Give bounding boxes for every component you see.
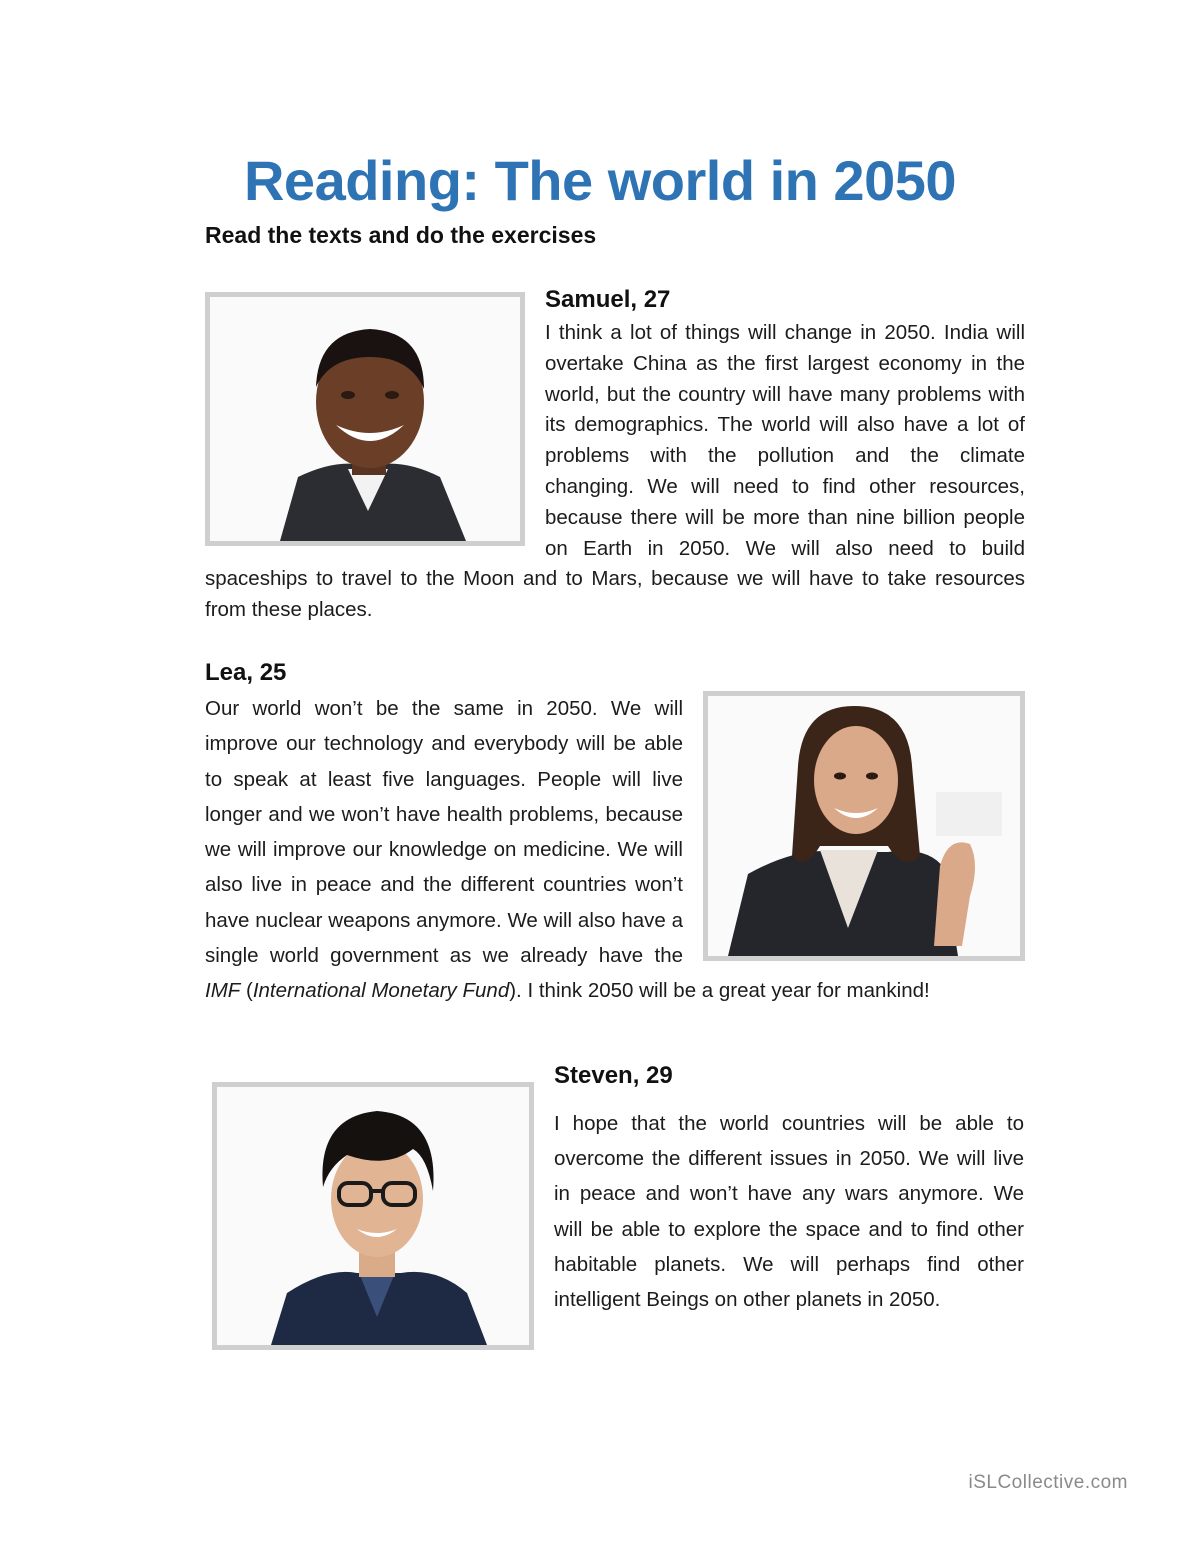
steven-name: Steven, 29 bbox=[554, 1062, 673, 1089]
page-title: Reading: The world in 2050 bbox=[243, 149, 957, 212]
lea-paren-open: ( bbox=[240, 979, 253, 1003]
lea-photo bbox=[703, 691, 1025, 961]
samuel-section bbox=[205, 282, 1025, 626]
lea-section bbox=[205, 655, 1025, 1009]
lea-text-end: ). I think 2050 will be a great year for mankind! bbox=[509, 979, 930, 1003]
steven-portrait-icon bbox=[217, 1087, 529, 1345]
samuel-name: Samuel, 27 bbox=[545, 286, 671, 313]
imf-abbreviation: IMF bbox=[205, 979, 241, 1003]
lea-name: Lea, 25 bbox=[205, 659, 287, 686]
samuel-text: I think a lot of things will change in 2050. India will overtake China as the first largest economy in the world, but the country will have many problems with its demographics. The world will also have a lot of problems with the pollution and the climate changing. We will need to find other resources, because there will be more than nine billion people on Earth in 2050. We will also need to build spaceships to travel to the Moon and to Mars, because we will have to take resources from these places. bbox=[205, 321, 1025, 622]
steven-text: I hope that the world countries will be able to overcome the different issues in 2050. We will live in peace and won’t have any wars anymore. We will be able to explore the space and to find other habitable planets. We will perhaps find other intelligent Beings on other planets in 2050. bbox=[554, 1112, 1024, 1312]
steven-photo bbox=[212, 1082, 534, 1350]
imf-full-name: International Monetary Fund bbox=[252, 979, 510, 1003]
samuel-photo bbox=[205, 292, 525, 546]
samuel-portrait-icon bbox=[210, 297, 520, 541]
instructions: Read the texts and do the exercises bbox=[205, 222, 597, 248]
watermark: iSLCollective.com bbox=[968, 1472, 1128, 1493]
steven-section bbox=[212, 1058, 1024, 1350]
lea-text-start: Our world won’t be the same in 2050. We will improve our technology and everybody will be able to speak at least five languages. People will live longer and we won’t have health problems, because we will improve our knowledge on medicine. We will also live in peace and the different countries won’t have nuclear weapons anymore. We will also have a single world government as we already have the bbox=[205, 697, 683, 968]
lea-portrait-icon bbox=[708, 696, 1020, 956]
